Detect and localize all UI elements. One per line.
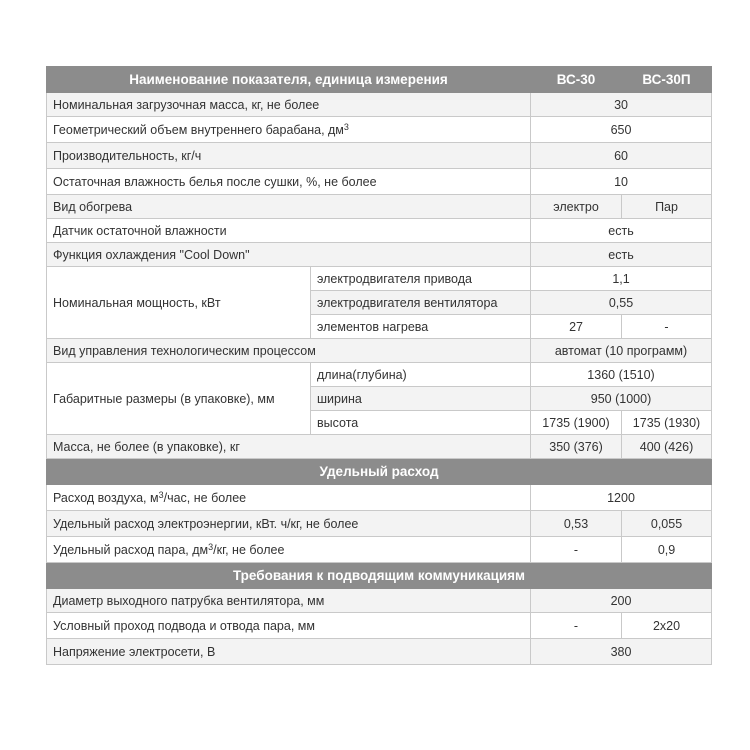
table-row	[47, 537, 712, 563]
row-value-b: 0,9	[622, 537, 712, 563]
row-value: 30	[531, 93, 712, 117]
row-value: автомат (10 программ)	[531, 339, 712, 363]
table-row	[47, 117, 712, 143]
row-label: Напряжение электросети, В	[47, 639, 531, 665]
row-label: Вид управления технологическим процессом	[47, 339, 531, 363]
row-value: 950 (1000)	[531, 387, 712, 411]
header-row	[47, 67, 712, 93]
row-sublabel: длина(глубина)	[311, 363, 531, 387]
table-row	[47, 243, 712, 267]
row-value-a: -	[531, 537, 622, 563]
row-label: Производительность, кг/ч	[47, 143, 531, 169]
row-value-b: 2х20	[622, 613, 712, 639]
table-row	[47, 267, 712, 291]
row-sublabel: элементов нагрева	[311, 315, 531, 339]
table-row	[47, 435, 712, 459]
row-value-b: Пар	[622, 195, 712, 219]
spec-table	[46, 66, 712, 665]
row-value-a: -	[531, 613, 622, 639]
row-value-b: -	[622, 315, 712, 339]
row-value-a: электро	[531, 195, 622, 219]
section-title-requirements: Требования к подводящим коммуникациям	[47, 563, 712, 589]
row-value: 1200	[531, 485, 712, 511]
section-title-consumption: Удельный расход	[47, 459, 712, 485]
row-value: 380	[531, 639, 712, 665]
row-label: Остаточная влажность белья после сушки, %, не более	[47, 169, 531, 195]
row-label: Диаметр выходного патрубка вентилятора, мм	[47, 589, 531, 613]
section-header-row	[47, 563, 712, 589]
row-value: 60	[531, 143, 712, 169]
section-header-row	[47, 459, 712, 485]
row-value: 1,1	[531, 267, 712, 291]
row-value-b: 0,055	[622, 511, 712, 537]
table-row	[47, 169, 712, 195]
row-sublabel: электродвигателя привода	[311, 267, 531, 291]
row-value: есть	[531, 219, 712, 243]
table-row	[47, 339, 712, 363]
row-value-a: 27	[531, 315, 622, 339]
table-row	[47, 363, 712, 387]
row-label: Геометрический объем внутреннего барабана, $дм^3$	[47, 117, 531, 143]
row-value-a: 0,53	[531, 511, 622, 537]
row-label: Номинальная загрузочная масса, кг, не более	[47, 93, 531, 117]
row-label: Вид обогрева	[47, 195, 531, 219]
row-value-a: 1735 (1900)	[531, 411, 622, 435]
table-row	[47, 93, 712, 117]
table-row	[47, 485, 712, 511]
table-row	[47, 613, 712, 639]
table-row	[47, 219, 712, 243]
header-model-b: ВС-30П	[622, 67, 712, 93]
row-sublabel: электродвигателя вентилятора	[311, 291, 531, 315]
row-value: 650	[531, 117, 712, 143]
table-row	[47, 195, 712, 219]
row-value: 1360 (1510)	[531, 363, 712, 387]
row-value: 0,55	[531, 291, 712, 315]
table-row	[47, 511, 712, 537]
row-value: есть	[531, 243, 712, 267]
row-value-b: 1735 (1930)	[622, 411, 712, 435]
row-value-b: 400 (426)	[622, 435, 712, 459]
header-model-a: ВС-30	[531, 67, 622, 93]
row-value-a: 350 (376)	[531, 435, 622, 459]
row-label: Датчик остаточной влажности	[47, 219, 531, 243]
row-sublabel: ширина	[311, 387, 531, 411]
table-row	[47, 589, 712, 613]
row-value: 10	[531, 169, 712, 195]
header-name-column: Наименование показателя, единица измерения	[47, 67, 531, 93]
row-label: Условный проход подвода и отвода пара, мм	[47, 613, 531, 639]
row-label: Номинальная мощность, кВт	[47, 267, 311, 339]
table-row	[47, 143, 712, 169]
row-label: Функция охлаждения "Cool Down"	[47, 243, 531, 267]
row-sublabel: высота	[311, 411, 531, 435]
row-label: Расход воздуха, $м^3$/час, не более	[47, 485, 531, 511]
row-label: Масса, не более (в упаковке), кг	[47, 435, 531, 459]
row-value: 200	[531, 589, 712, 613]
row-label: Габаритные размеры (в упаковке), мм	[47, 363, 311, 435]
row-label: Удельный расход электроэнергии, кВт. ч/кг, не более	[47, 511, 531, 537]
row-label: Удельный расход пара, $дм^3/кг$, не более	[47, 537, 531, 563]
table-row	[47, 639, 712, 665]
